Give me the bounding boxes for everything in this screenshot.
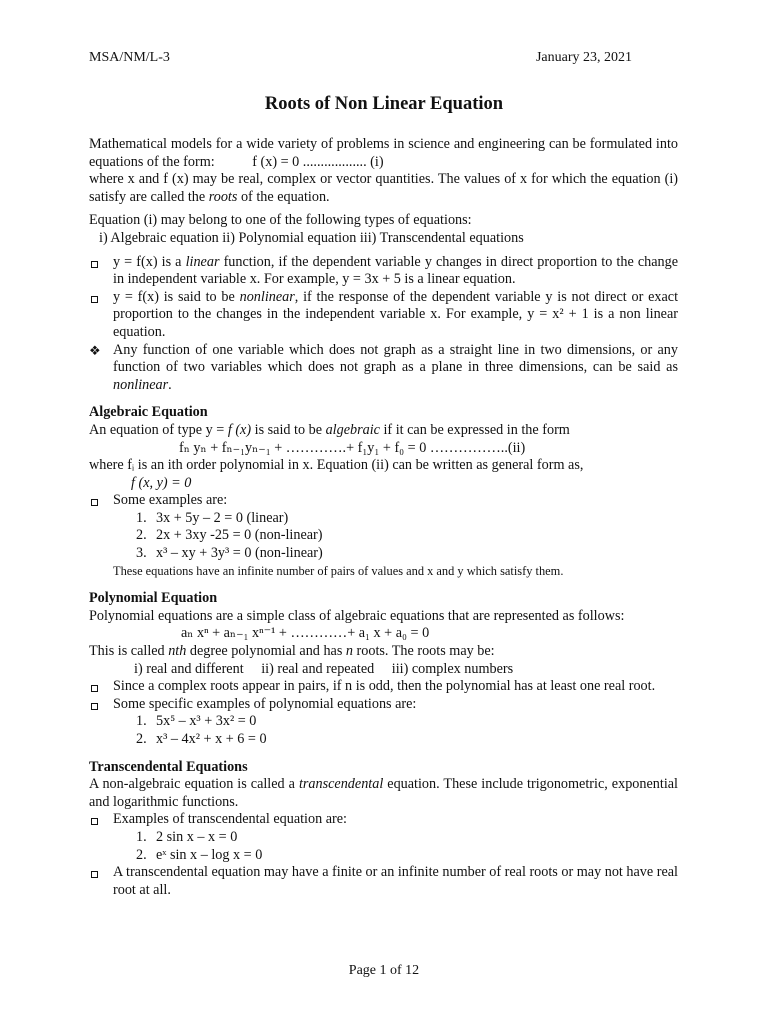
any-text-b: .	[168, 376, 172, 393]
transcendental-roots-bullet	[89, 864, 678, 899]
nonlinear-bullet	[89, 289, 678, 342]
root-types	[89, 661, 678, 679]
polynomial-called-b: degree polynomial and has	[189, 643, 343, 660]
list-item	[136, 510, 678, 528]
polynomial-general-equation: aₙ xⁿ + aₙ₋₁ xⁿ⁻¹ + …………+ a₁ x + a₀ = 0	[181, 625, 430, 642]
types-intro: Equation (i) may belong to one of the following types of equations:	[89, 212, 472, 229]
list-number: 3.	[136, 545, 147, 562]
list-text: 2x + 3xy -25 = 0 (non-linear)	[156, 527, 323, 544]
list-item	[136, 829, 678, 847]
algebraic-emphasis: algebraic	[325, 421, 380, 438]
square-bullet-icon	[91, 261, 98, 268]
polynomial-heading: Polynomial Equation	[89, 590, 218, 607]
root-type: i) real and different	[134, 660, 244, 677]
algebraic-note: These equations have an infinite number of pairs of values and x and y which satisfy them.	[113, 563, 564, 578]
polynomial-degree	[89, 643, 678, 661]
transcendental-roots-text: A transcendental equation may have a finite or an infinite number of real roots or may not have real root at all.	[113, 864, 678, 898]
linear-emphasis: linear	[185, 253, 220, 270]
list-item	[136, 731, 678, 749]
square-bullet-icon	[91, 703, 98, 710]
list-text: eˣ sin x – log x = 0	[156, 846, 263, 863]
document-body	[89, 136, 678, 899]
header-date: January 23, 2021	[535, 50, 632, 65]
algebraic-where: where fᵢ is an ith order polynomial in x. Equation (ii) can be written as general form as,	[89, 457, 584, 474]
root-type: iii) complex numbers	[391, 660, 514, 677]
any-emphasis: nonlinear	[113, 376, 169, 393]
list-text: 2 sin x – x = 0	[156, 828, 238, 845]
square-bullet-icon	[91, 685, 98, 692]
algebraic-def-b: is said to be	[254, 421, 323, 438]
algebraic-examples-intro: Some examples are:	[113, 492, 228, 509]
nonlinear-emphasis: nonlinear	[239, 288, 295, 305]
algebraic-heading: Algebraic Equation	[89, 404, 208, 421]
list-number: 1.	[136, 828, 147, 845]
list-text: x³ – xy + 3y³ = 0 (non-linear)	[156, 545, 323, 562]
any-function-bullet	[89, 342, 678, 395]
linear-text-b: function, if the dependent variable y changes in direct proportion to the change in independent variable x. For example, y = 3x + 5 is a linear equation.	[113, 253, 679, 288]
list-item	[136, 713, 678, 731]
n-emphasis: n	[345, 643, 353, 660]
page-title: Roots of Non Linear Equation	[264, 94, 504, 114]
polynomial-examples-list	[89, 713, 678, 748]
list-text: 5x⁵ – x³ + 3x² = 0	[156, 713, 257, 730]
transcendental-def-b: equation. These include trigonometric, exponential and logarithmic functions.	[89, 776, 678, 810]
list-text: x³ – 4x² + x + 6 = 0	[156, 731, 267, 747]
linear-text-a: y = f(x) is a	[113, 253, 182, 270]
root-type: ii) real and repeated	[261, 660, 375, 677]
header-reference: MSA/NM/L-3	[89, 50, 170, 65]
transcendental-examples-intro: Examples of transcendental equation are:	[113, 811, 347, 828]
nonlinear-text-a: y = f(x) is said to be	[113, 288, 235, 305]
algebraic-examples-bullet	[89, 492, 678, 510]
complex-roots-text: Since a complex roots appear in pairs, if n is odd, then the polynomial has at least one real root.	[113, 678, 656, 695]
list-number: 2.	[136, 731, 147, 747]
linear-bullet	[89, 254, 678, 289]
roots-emphasis: roots	[208, 188, 238, 205]
square-bullet-icon	[91, 296, 98, 303]
square-bullet-icon	[91, 871, 98, 878]
algebraic-examples-list	[89, 510, 678, 563]
intro-text-b: where x and f (x) may be real, complex or vector quantities. The values of x for which the equation (i) satisfy are called the	[89, 171, 678, 205]
polynomial-examples-bullet	[89, 696, 678, 714]
equation-i: f (x) = 0 .................. (i)	[252, 153, 384, 170]
general-form: f (x, y) = 0	[131, 474, 192, 491]
polynomial-called-a: This is called	[89, 643, 165, 660]
list-item	[136, 847, 678, 865]
polynomial-definition: Polynomial equations are a simple class of algebraic equations that are represented as follows:	[89, 607, 625, 624]
types-list: i) Algebraic equation ii) Polynomial equation iii) Transcendental equations	[99, 229, 524, 246]
transcendental-def-a: A non-algebraic equation is called a	[89, 776, 295, 793]
transcendental-examples-list	[89, 829, 678, 864]
list-number: 1.	[136, 713, 147, 730]
intro-text-a: Mathematical models for a wide variety of problems in science and engineering can be formulated into equations of the form:	[89, 136, 678, 170]
square-bullet-icon	[91, 818, 98, 825]
polynomial-examples-intro: Some specific examples of polynomial equations are:	[113, 695, 417, 712]
transcendental-emphasis: transcendental	[298, 776, 384, 793]
complex-roots-bullet	[89, 678, 678, 696]
diamond-bullet-icon: ❖	[89, 342, 101, 358]
list-number: 2.	[136, 527, 147, 544]
list-number: 1.	[136, 509, 147, 526]
intro-text-c: of the equation.	[240, 188, 330, 205]
algebraic-definition	[89, 422, 678, 440]
page-number: Page 1 of 12	[348, 963, 420, 978]
square-bullet-icon	[91, 499, 98, 506]
transcendental-heading: Transcendental Equations	[89, 758, 248, 775]
algebraic-def-a: An equation of type y =	[89, 421, 225, 438]
transcendental-examples-bullet	[89, 811, 678, 829]
nonlinear-text-b: , if the response of the dependent variable y is not direct or exact proportion to the changes in the independent variable x. For example, y = x² + 1 is a non linear equation.	[113, 288, 679, 340]
transcendental-definition	[89, 776, 678, 811]
nth-emphasis: nth	[168, 643, 187, 660]
any-text-a: Any function of one variable which does not graph as a straight line in two dimensions, or any function of two variables which does not graph as a plane in three dimensions, can be said as	[113, 341, 678, 376]
algebraic-def-c: if it can be expressed in the form	[383, 421, 570, 438]
list-number: 2.	[136, 846, 147, 863]
list-item	[136, 545, 678, 563]
polynomial-called-c: roots. The roots may be:	[356, 643, 495, 660]
equation-ii: fₙ yₙ + fₙ₋₁yₙ₋₁ + ………….+ f₁y₁ + f₀ = 0 ……………..(ii)	[179, 439, 526, 456]
intro-paragraph	[89, 136, 678, 206]
list-text: 3x + 5y – 2 = 0 (linear)	[156, 509, 289, 526]
list-item	[136, 527, 678, 545]
algebraic-def-fx: f (x)	[227, 421, 252, 438]
